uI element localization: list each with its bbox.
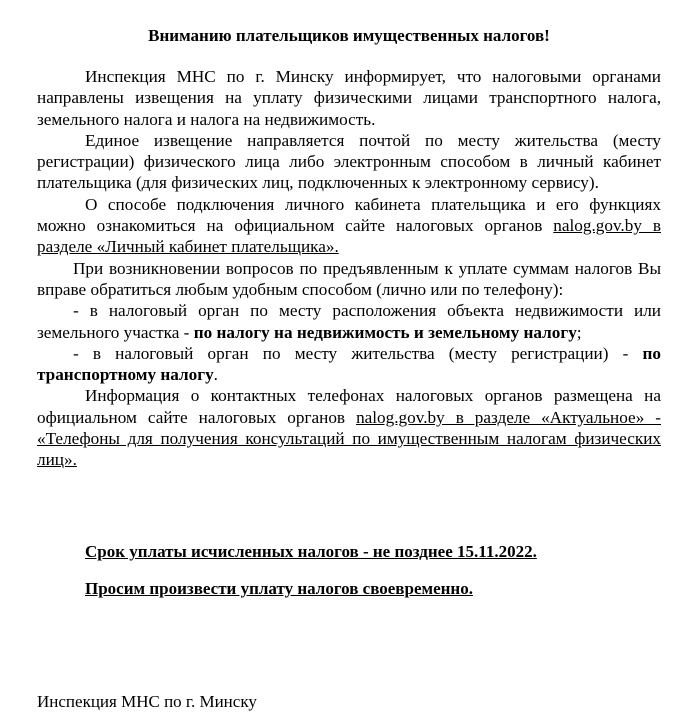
list-item-property-tax-bold: по налогу на недвижимость и земельному налогу [193,322,577,342]
list-item-transport-tax-end: . [213,365,218,385]
signature: Инспекция МНС по г. Минску [37,692,257,711]
payment-deadline: Срок уплаты исчисленных налогов - не позднее 15.11.2022. [85,542,537,561]
list-item-property-tax [37,300,661,343]
paragraph-cabinet-text: О способе подключения личного кабинета плательщика и его функциях можно ознакомиться на официальном сайте налоговых органов [37,194,661,236]
document-body [37,66,661,471]
document-page [37,0,661,723]
list-item-transport-tax [37,343,661,386]
list-item-property-tax-text: - в налоговый орган по месту расположения объекта недвижимости или земельного участка - [37,301,661,342]
paragraph-notice: Инспекция МНС по г. Минску информирует, что налоговыми органами направлены извещения на уплату физическими лицами транспортного налога, земельного налога и налога на недвижимость. [37,67,661,129]
paragraph-contacts-text: Информация о контактных телефонах налоговых органов размещена на официальном сайте налоговых органов [37,386,661,427]
cabinet-section-link[interactable]: nalog.gov.by в разделе «Личный кабинет плательщика». [37,216,661,257]
list-item-transport-tax-bold: по транспортному налогу [37,343,661,385]
contacts-section-link[interactable]: nalog.gov.by в разделе «Актуальное» - «Телефоны для получения консультаций по имущественным налогам физических лиц». [37,407,662,470]
paragraph-cabinet [37,194,661,258]
paragraph-questions: При возникновении вопросов по предъявленным к уплате суммам налогов Вы вправе обратиться любым удобным способом (лично или по телефону): [37,258,661,299]
list-item-transport-tax-text: - в налоговый орган по месту жительства (месту регистрации) - [73,343,643,363]
payment-request: Просим произвести уплату налогов своевременно. [85,579,473,598]
list-item-property-tax-end: ; [576,322,582,342]
document-title: Вниманию плательщиков имущественных налогов! [148,26,550,45]
paragraph-delivery: Единое извещение направляется почтой по месту жительства (месту регистрации) физического лица либо электронным способом в личный кабинет плательщика (для физических лиц, подключенных к электронному сервису). [37,130,661,193]
paragraph-contacts [37,385,661,470]
